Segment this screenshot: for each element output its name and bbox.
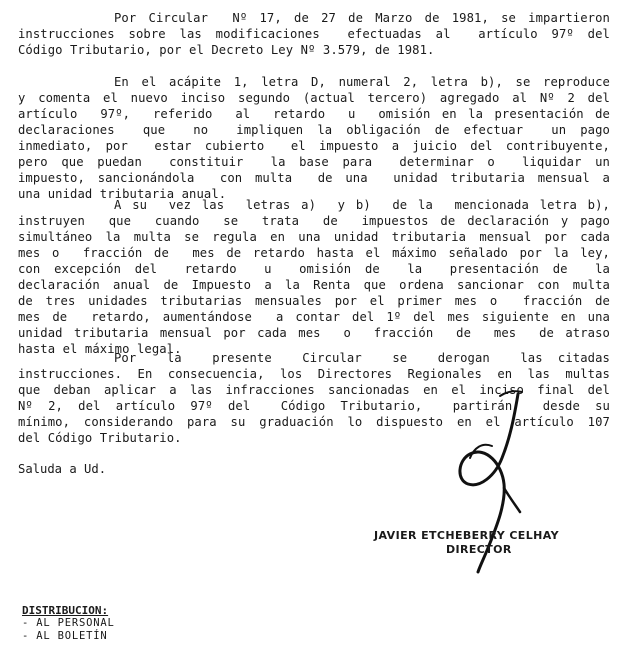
text-line: En el acápite 1, letra D, numeral 2, letra b), se reproduce <box>114 75 610 89</box>
text-line: artículo 97º, referido al retardo u omisión en la presentación de <box>18 107 610 121</box>
text-line: pero que puedan constituir la base para determinar o liquidar un <box>18 155 610 169</box>
text-line: simultáneo la multa se regula en una unidad tributaria mensual por cada <box>18 230 610 244</box>
text-line: instrucciones sobre las modificaciones efectuadas al artículo 97º del <box>18 27 610 41</box>
text-line: inmediato, por estar cubierto el impuesto a juicio del contribuyente, <box>18 139 610 153</box>
text-line: hasta el máximo legal. <box>18 342 182 356</box>
text-line: Por la presente Circular se derogan las citadas <box>114 351 610 365</box>
text-line: mínimo, considerando para su graduación lo dispuesto en el artículo 107 <box>18 415 610 429</box>
text-line: declaración anual de Impuesto a la Renta que ordena sancionar con multa <box>18 278 610 292</box>
signatory-title: DIRECTOR <box>446 543 512 556</box>
text-line: una unidad tributaria anual. <box>18 187 227 201</box>
text-line: que deban aplicar a las infracciones sancionadas en el inciso final del <box>18 383 610 397</box>
distribution-item: - AL PERSONAL <box>22 617 115 629</box>
text-line: A su vez las letras a) y b) de la mencionada letra b), <box>114 198 610 212</box>
text-line: impuesto, sancionándola con multa de una unidad tributaria mensual a <box>18 171 610 185</box>
text-line: Por Circular Nº 17, de 27 de Marzo de 1981, se impartieron <box>114 11 610 25</box>
text-line: unidad tributaria mensual por cada mes o fracción de mes de atraso <box>18 326 610 340</box>
text-line: declaraciones que no impliquen la obligación de efectuar un pago <box>18 123 610 137</box>
distribution-item: - AL BOLETÍN <box>22 630 108 642</box>
text-line: del Código Tributario. <box>18 431 182 445</box>
signatory-name: JAVIER ETCHEBERRY CELHAY <box>374 529 559 542</box>
distribution-heading: DISTRIBUCION: <box>22 604 109 617</box>
text-line: Código Tributario, por el Decreto Ley Nº 3.579, de 1981. <box>18 43 435 57</box>
text-line: de tres unidades tributarias mensuales por el primer mes o fracción de <box>18 294 610 308</box>
text-line: mes o fracción de mes de retardo hasta el máximo señalado por la ley, <box>18 246 610 260</box>
text-line: y comenta el nuevo inciso segundo (actual tercero) agregado al Nº 2 del <box>18 91 610 105</box>
text-line: instrucciones. En consecuencia, los Directores Regionales en las multas <box>18 367 610 381</box>
salutation: Saluda a Ud. <box>18 462 107 476</box>
text-line: mes de retardo, aumentándose a contar del 1º del mes siguiente en una <box>18 310 610 324</box>
text-line: con excepción del retardo u omisión de la presentación de la <box>18 262 610 276</box>
text-line: instruyen que cuando se trata de impuestos de declaración y pago <box>18 214 610 228</box>
text-line: Nº 2, del artículo 97º del Código Tributario, partirán desde su <box>18 399 610 413</box>
